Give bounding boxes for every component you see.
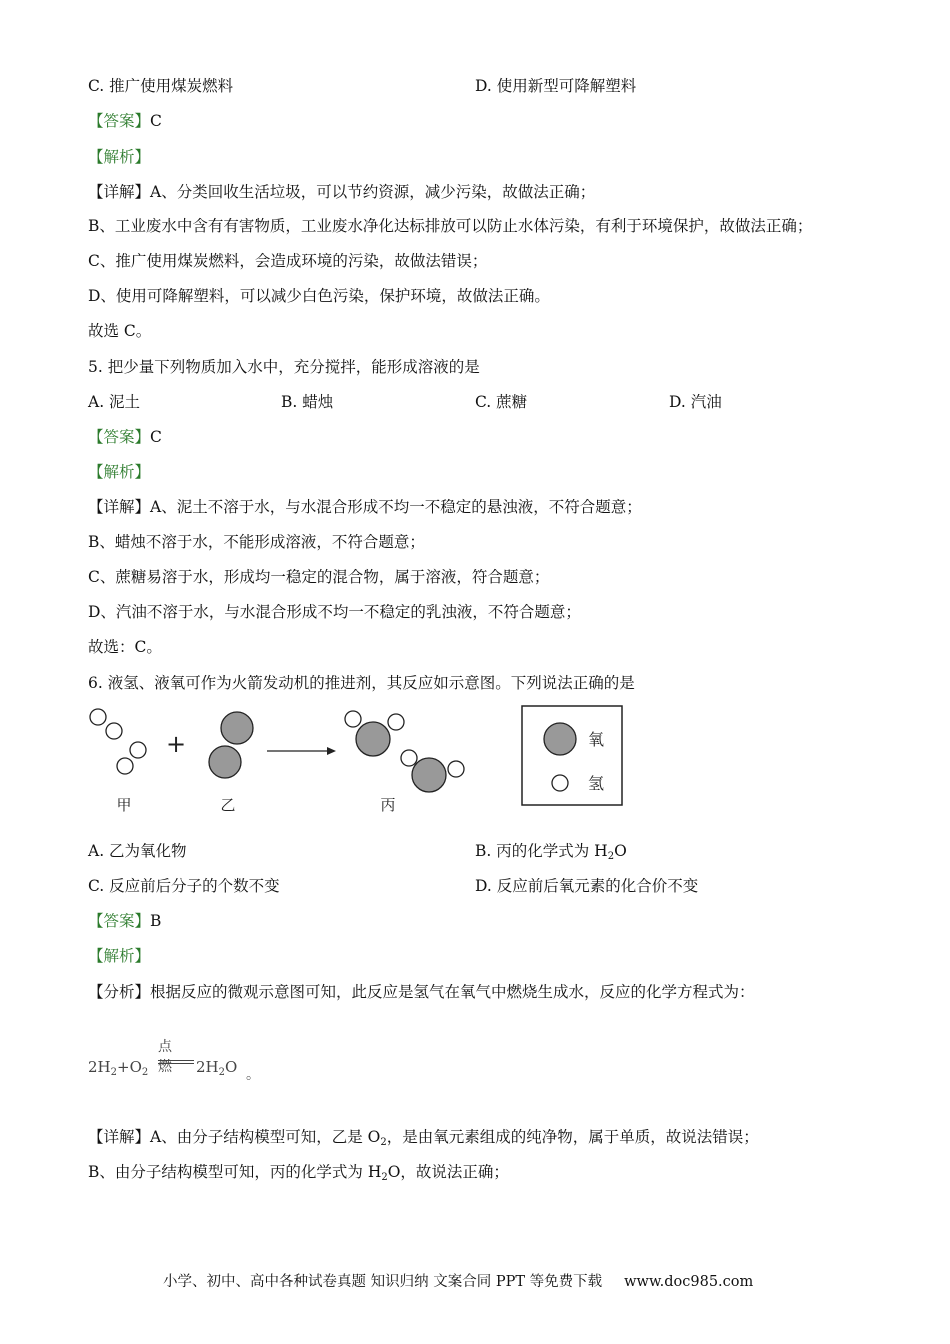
q5-detail-c: C、蔗糖易溶于水，形成均一稳定的混合物，属于溶液，符合题意；	[88, 568, 550, 586]
q6-stem: 6. 液氢、液氧可作为火箭发动机的推进剂，其反应如示意图。下列说法正确的是	[88, 674, 635, 692]
q4-detail-d: D、使用可降解塑料，可以减少白色污染，保护环境，故做法正确。	[88, 287, 550, 305]
hydrogen-atom	[448, 761, 464, 777]
subscript: 2	[110, 1067, 117, 1078]
q6-option-c: C. 反应前后分子的个数不变	[88, 877, 280, 895]
detail-tag: 【详解】	[88, 498, 151, 516]
q6-detail-a	[88, 1127, 759, 1153]
q5-detail-b: B、蜡烛不溶于水，不能形成溶液，不符合题意；	[88, 533, 425, 551]
oxygen-atom	[209, 746, 241, 778]
q4-detail-c: C、推广使用煤炭燃料，会造成环境的污染，故做法错误；	[88, 252, 488, 270]
reaction-diagram	[82, 700, 642, 825]
legend-oxygen-atom	[544, 723, 576, 755]
subscript: 2	[381, 1172, 388, 1183]
q6-option-a: A. 乙为氧化物	[88, 842, 187, 860]
legend-hydrogen-label: 氢	[587, 774, 605, 793]
q6-option-b	[475, 841, 627, 867]
q6-fenxi	[88, 982, 755, 1002]
option-b-text-end: O	[614, 842, 627, 860]
label-jia: 甲	[116, 796, 132, 814]
detail-tag: 【详解】	[88, 183, 151, 201]
detail-text: A、分类回收生活垃圾，可以节约资源，减少污染，故做法正确；	[150, 183, 596, 201]
q4-detail-b: B、工业废水中含有有害物质，工业废水净化达标排放可以防止水体污染，有利于环境保护，故做法正确；	[88, 217, 813, 235]
detail-text: A、由分子结构模型可知，乙是 O	[150, 1128, 381, 1146]
fenxi-tag: 【分析】	[88, 983, 151, 1001]
molecule-yi	[209, 712, 253, 778]
q5-conclusion: 故选：C。	[88, 638, 162, 656]
q6-analysis-tag	[88, 946, 150, 966]
legend-hydrogen-atom	[552, 775, 568, 791]
page-footer	[163, 1270, 753, 1291]
equation-end: 。	[246, 1067, 260, 1083]
answer-value: B	[150, 912, 162, 930]
q5-option-b: B. 蜡烛	[281, 393, 334, 411]
equation-reactants	[88, 1058, 148, 1078]
fenxi-text: 根据反应的微观示意图可知，此反应是氢气在氧气中燃烧生成水，反应的化学方程式为：	[150, 983, 755, 1001]
q5-analysis-tag	[88, 462, 150, 482]
oxygen-atom	[221, 712, 253, 744]
answer-value: C	[150, 112, 162, 130]
oxygen-atom	[412, 758, 446, 792]
q5-option-c: C. 蔗糖	[475, 393, 528, 411]
product-o: O	[225, 1058, 238, 1076]
analysis-tag: 【解析】	[88, 463, 151, 481]
answer-tag: 【答案】	[88, 112, 151, 130]
answer-tag: 【答案】	[88, 912, 151, 930]
q4-detail-a	[88, 182, 595, 202]
option-b-text: B. 丙的化学式为 H	[475, 842, 608, 860]
q5-stem: 5. 把少量下列物质加入水中，充分搅拌，能形成溶液的是	[88, 358, 480, 376]
q5-answer	[88, 427, 162, 447]
q4-answer	[88, 111, 162, 131]
reactant-o: +O	[117, 1058, 142, 1076]
q4-option-d: D. 使用新型可降解塑料	[475, 77, 637, 95]
product-h: 2H	[196, 1058, 219, 1076]
detail-text: B、由分子结构模型可知，丙的化学式为 H	[88, 1163, 382, 1181]
hydrogen-atom	[345, 711, 361, 727]
q4-analysis-tag	[88, 147, 150, 167]
detail-text-end: ，是由氧元素组成的纯净物，属于单质，故说法错误；	[386, 1128, 759, 1146]
molecule-jia	[90, 709, 146, 774]
subscript: 2	[607, 851, 615, 862]
equation-bar	[158, 1063, 194, 1064]
hydrogen-atom	[106, 723, 122, 739]
footer-url[interactable]: www.doc985.com	[624, 1274, 754, 1290]
subscript: 2	[141, 1067, 149, 1078]
detail-tag: 【详解】	[88, 1128, 151, 1146]
answer-tag: 【答案】	[88, 428, 151, 446]
q6-detail-b	[88, 1162, 509, 1188]
oxygen-atom	[356, 722, 390, 756]
q4-conclusion: 故选 C。	[88, 322, 152, 340]
molecule-bing	[345, 711, 464, 792]
reactant-h: 2H	[88, 1058, 111, 1076]
hydrogen-atom	[388, 714, 404, 730]
footer-text: 小学、初中、高中各种试卷真题 知识归纳 文案合同 PPT 等免费下载	[163, 1274, 603, 1290]
legend-box	[522, 706, 622, 805]
subscript: 2	[218, 1067, 225, 1078]
label-yi: 乙	[220, 796, 236, 814]
q6-answer	[88, 911, 161, 931]
hydrogen-atom	[117, 758, 133, 774]
hydrogen-atom	[130, 742, 146, 758]
reaction-arrow	[267, 747, 336, 755]
legend-oxygen-label: 氧	[587, 730, 605, 749]
detail-text: A、泥土不溶于水，与水混合形成不均一不稳定的悬浊液，不符合题意；	[150, 498, 642, 516]
equation-products	[196, 1058, 237, 1078]
detail-text-end: O，故说法正确；	[387, 1163, 509, 1181]
q5-detail-d: D、汽油不溶于水，与水混合形成不均一不稳定的乳浊液，不符合题意；	[88, 603, 581, 621]
plus-sign: +	[165, 730, 187, 758]
reaction-condition: 点燃	[158, 1039, 172, 1075]
q6-option-d: D. 反应前后氧元素的化合价不变	[475, 877, 699, 895]
q5-detail-a	[88, 497, 642, 517]
answer-value: C	[150, 428, 162, 446]
label-bing: 丙	[380, 796, 396, 814]
hydrogen-atom	[90, 709, 106, 725]
q5-option-a: A. 泥土	[88, 393, 141, 411]
analysis-tag: 【解析】	[88, 148, 151, 166]
analysis-tag: 【解析】	[88, 947, 151, 965]
equation-bar	[158, 1060, 194, 1061]
q4-option-c: C. 推广使用煤炭燃料	[88, 77, 234, 95]
subscript: 2	[380, 1137, 387, 1148]
hydrogen-atom	[401, 750, 417, 766]
q5-option-d: D. 汽油	[669, 393, 722, 411]
